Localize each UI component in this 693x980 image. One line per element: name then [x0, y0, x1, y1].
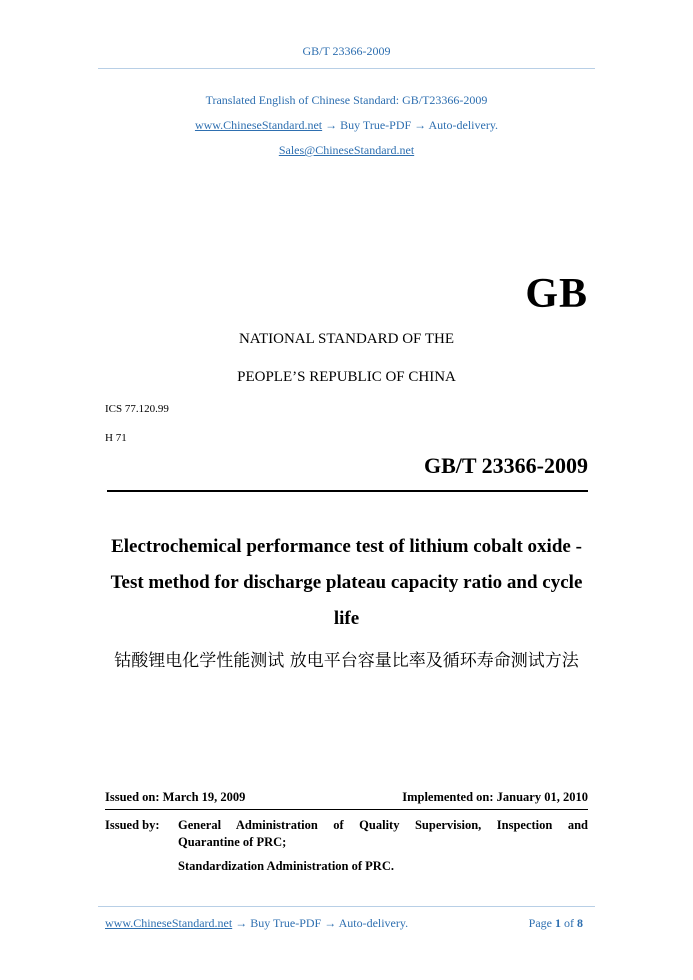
national-standard-line2: PEOPLE’S REPUBLIC OF CHINA — [237, 369, 456, 385]
running-header-title: GB/T 23366-2009 — [302, 44, 391, 58]
standard-number: GB/T 23366-2009 — [423, 453, 588, 478]
buy-notice-text: → Buy True-PDF → Auto-delivery. — [322, 118, 499, 132]
page-total: 8 — [577, 916, 583, 930]
issued-by-label: Issued by: — [105, 818, 160, 832]
standard-number-rule — [107, 490, 588, 492]
issuer-line3: Standardization Administration of PRC. — [178, 859, 394, 873]
date-rule — [105, 809, 588, 810]
title-chinese: 钴酸锂电化学性能测试 放电平台容量比率及循环寿命测试方法 — [114, 651, 579, 671]
footer-buy-text: → Buy True-PDF → Auto-delivery. — [232, 916, 409, 930]
implemented-on-date: Implemented on: January 01, 2010 — [402, 790, 588, 804]
issuer-line2: Quarantine of PRC; — [178, 835, 287, 849]
h-code: H 71 — [105, 432, 127, 444]
issuer-line1: General Administration of Quality Supervision, Inspection and — [178, 818, 588, 832]
sales-email-link[interactable]: Sales@ChineseStandard.net — [278, 143, 415, 157]
page-indicator — [529, 916, 583, 931]
footer-buy-notice — [105, 916, 408, 931]
title-en-line3: life — [333, 608, 360, 629]
issued-on-date: Issued on: March 19, 2009 — [105, 790, 246, 804]
sales-email-row — [0, 143, 693, 158]
page-label: Page — [528, 916, 552, 930]
national-standard-line1: NATIONAL STANDARD OF THE — [238, 331, 455, 347]
footer-site-link[interactable]: www.ChineseStandard.net — [105, 916, 233, 930]
page-current: 1 — [555, 916, 561, 930]
title-en-line1: Electrochemical performance test of lithium cobalt oxide - — [111, 536, 582, 557]
translation-notice: Translated English of Chinese Standard: GB/T23366-2009 — [205, 93, 488, 107]
buy-notice — [0, 118, 693, 133]
gb-logo: GB — [525, 271, 588, 317]
site-link[interactable]: www.ChineseStandard.net — [194, 118, 323, 132]
page-of: of — [564, 916, 574, 930]
title-en-line2: Test method for discharge plateau capacity ratio and cycle — [110, 572, 583, 593]
footer-divider — [98, 906, 595, 907]
ics-code: ICS 77.120.99 — [105, 403, 169, 415]
header-divider — [98, 68, 595, 69]
